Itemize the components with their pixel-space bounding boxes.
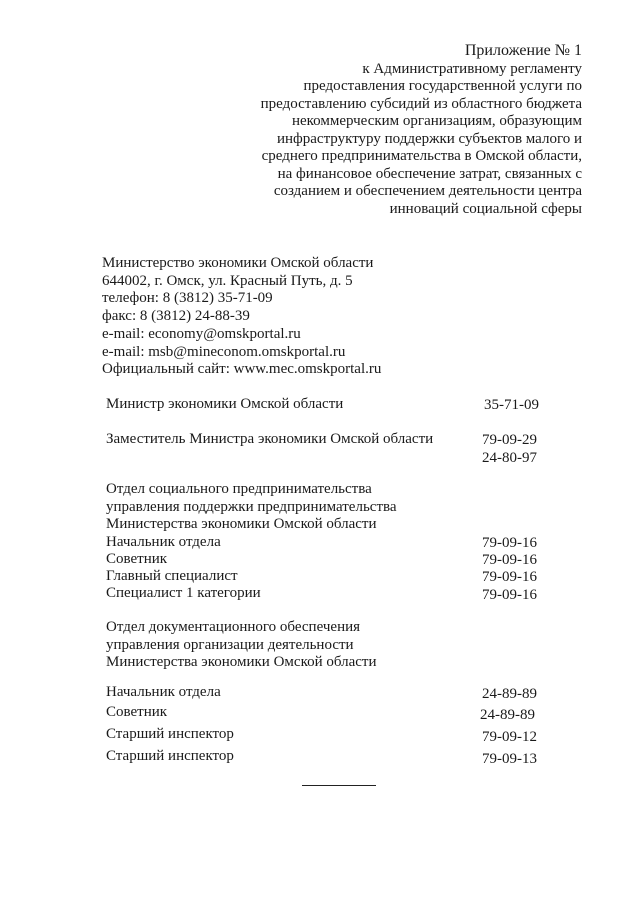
deputy-phone: 24-80-97: [482, 450, 537, 466]
staff-phone: 79-09-16: [482, 535, 537, 551]
ministry-contacts: [102, 255, 542, 379]
deputy-title: Заместитель Министра экономики Омской области: [106, 431, 434, 447]
staff-title: Старший инспектор: [106, 726, 234, 742]
annex-line: инфраструктуру поддержки субъектов малого и: [276, 130, 582, 147]
ministry-address: 644002, г. Омск, ул. Красный Путь, д. 5: [102, 272, 353, 289]
annex-title: Приложение № 1: [464, 42, 582, 59]
dept-docs-heading: [106, 619, 377, 672]
staff-phone: 79-09-16: [482, 552, 537, 568]
staff-phone: 79-09-16: [482, 587, 537, 603]
deputy-phone: 79-09-29: [482, 432, 537, 448]
annex-line: предоставлению субсидий из областного бюджета: [260, 95, 582, 112]
annex-line: среднего предпринимательства в Омской области,: [261, 148, 582, 164]
staff-title: Начальник отдела: [106, 684, 221, 700]
staff-phone: 24-89-89: [480, 707, 535, 723]
staff-title: Главный специалист: [106, 568, 238, 584]
annex-header: [202, 42, 582, 218]
staff-phone: 24-89-89: [482, 686, 537, 702]
closing-divider: [302, 785, 376, 786]
staff-title: Специалист 1 категории: [106, 585, 261, 601]
ministry-email: e-mail: economy@omskportal.ru: [102, 325, 301, 342]
staff-title: Начальник отдела: [106, 534, 221, 550]
annex-line: предоставления государственной услуги по: [303, 78, 582, 94]
ministry-name: Министерство экономики Омской области: [102, 255, 374, 271]
ministry-website: Официальный сайт: www.mec.omskportal.ru: [102, 361, 382, 378]
staff-phone: 79-09-16: [482, 569, 537, 585]
ministry-fax: факс: 8 (3812) 24-88-39: [102, 308, 250, 325]
dept-line: Министерства экономики Омской области: [106, 654, 377, 670]
staff-phone: 79-09-12: [482, 729, 537, 745]
dept-social-heading: [106, 481, 397, 534]
dept-line: управления поддержки предпринимательства: [106, 498, 397, 515]
dept-line: управления организации деятельности: [106, 636, 354, 653]
staff-title: Старший инспектор: [106, 748, 234, 764]
ministry-phone: телефон: 8 (3812) 35-71-09: [102, 290, 273, 307]
dept-line: Отдел социального предпринимательства: [106, 481, 372, 497]
dept-line: Отдел документационного обеспечения: [106, 619, 361, 635]
staff-title: Советник: [106, 551, 168, 567]
minister-title: Министр экономики Омской области: [106, 396, 344, 412]
staff-phone: 79-09-13: [482, 751, 537, 767]
annex-line: к Административному регламенту: [362, 60, 582, 77]
minister-phone: 35-71-09: [484, 397, 539, 413]
annex-line: созданием и обеспечением деятельности центра: [273, 183, 582, 199]
ministry-email: e-mail: msb@mineconom.omskportal.ru: [102, 343, 346, 360]
annex-line: на финансовое обеспечение затрат, связанных с: [277, 165, 582, 182]
annex-line: инноваций социальной сферы: [389, 200, 582, 217]
annex-line: некоммерческим организациям, образующим: [291, 113, 582, 129]
dept-line: Министерства экономики Омской области: [106, 516, 377, 532]
staff-title: Советник: [106, 704, 168, 720]
